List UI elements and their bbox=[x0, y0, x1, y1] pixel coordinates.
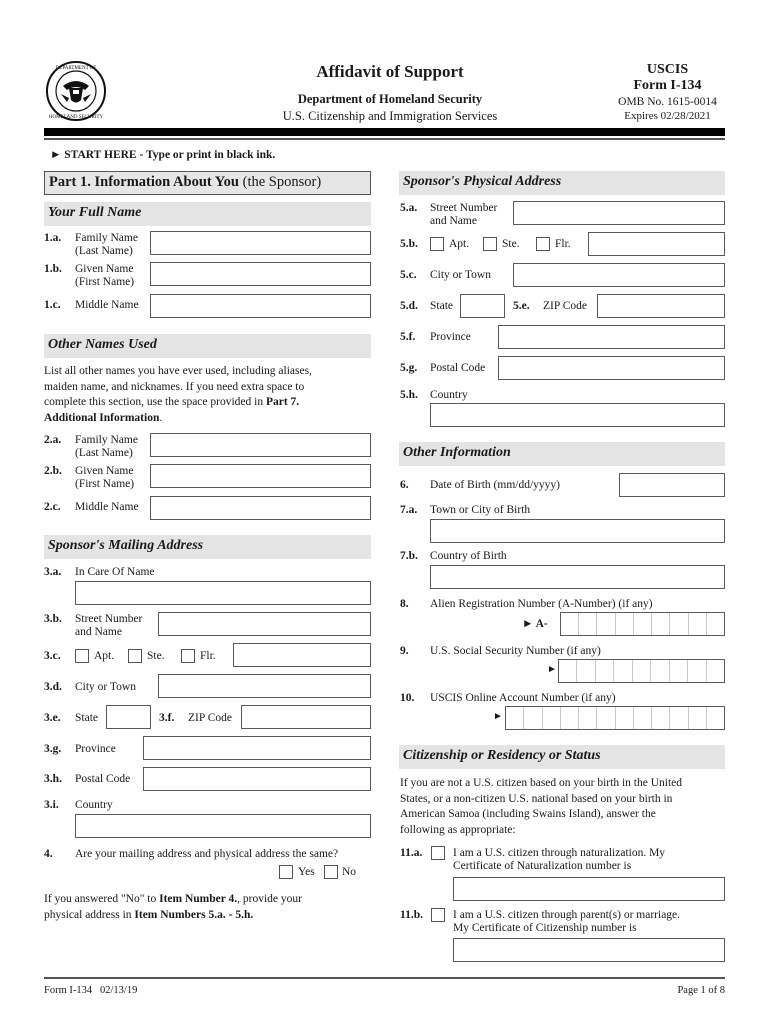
item-number: 9. bbox=[400, 645, 409, 657]
mailing-country-input[interactable] bbox=[75, 814, 371, 838]
mailing-unit-number-input[interactable] bbox=[233, 643, 371, 667]
no-label: No bbox=[342, 866, 357, 878]
ssn-input[interactable] bbox=[558, 659, 725, 683]
dob-input[interactable] bbox=[619, 473, 725, 497]
online-account-label: USCIS Online Account Number (if any) bbox=[430, 692, 616, 704]
item-number: 3.h. bbox=[44, 773, 62, 785]
physical-country-label: Country bbox=[430, 389, 468, 401]
item-number: 7.b. bbox=[400, 550, 418, 562]
item-number: 4. bbox=[44, 848, 53, 860]
mailing-postal-label: Postal Code bbox=[75, 773, 131, 785]
form-number: Form I-134 bbox=[633, 78, 702, 93]
footer-form-id: Form I-134 02/13/19 bbox=[44, 985, 138, 996]
header-divider-thick bbox=[44, 128, 725, 136]
item-number: 11.b. bbox=[400, 909, 424, 921]
item-number: 5.c. bbox=[400, 269, 417, 281]
other-names-instructions: List all other names you have ever used, including aliases, maiden name, and nicknames. If you need extra space to complete this section, use the space provided in Part 7. Additional Information. bbox=[44, 365, 312, 424]
other-family-name-input[interactable] bbox=[150, 433, 371, 457]
physical-province-label: Province bbox=[430, 331, 471, 343]
section-your-full-name: Your Full Name bbox=[44, 202, 371, 226]
naturalization-number-input[interactable] bbox=[453, 877, 725, 901]
care-of-input[interactable] bbox=[75, 581, 371, 605]
department-name: Department of Homeland Security bbox=[297, 92, 483, 106]
other-family-name-label: Family Name (Last Name) bbox=[75, 434, 138, 459]
other-middle-name-input[interactable] bbox=[150, 496, 371, 520]
physical-postal-label: Postal Code bbox=[430, 362, 486, 374]
yes-label: Yes bbox=[298, 866, 315, 878]
ste-label: Ste. bbox=[147, 650, 165, 662]
item-number: 6. bbox=[400, 479, 409, 491]
mailing-country-label: Country bbox=[75, 799, 113, 811]
a-number-prefix: ► A- bbox=[522, 618, 548, 630]
ssn-label: U.S. Social Security Number (if any) bbox=[430, 645, 601, 657]
physical-city-label: City or Town bbox=[430, 269, 491, 281]
same-address-no-checkbox[interactable] bbox=[324, 865, 338, 879]
item-number: 3.f. bbox=[159, 712, 175, 724]
town-of-birth-label: Town or City of Birth bbox=[430, 504, 531, 516]
physical-state-input[interactable] bbox=[460, 294, 505, 318]
care-of-label: In Care Of Name bbox=[75, 566, 155, 578]
physical-city-input[interactable] bbox=[513, 263, 725, 287]
item-number: 5.g. bbox=[400, 362, 418, 374]
dob-label: Date of Birth (mm/dd/yyyy) bbox=[430, 479, 560, 491]
citizenship-certificate-checkbox[interactable] bbox=[431, 908, 445, 922]
family-name-input[interactable] bbox=[150, 231, 371, 255]
mailing-zip-label: ZIP Code bbox=[188, 712, 232, 724]
physical-apt-checkbox[interactable] bbox=[430, 237, 444, 251]
mailing-city-label: City or Town bbox=[75, 681, 136, 693]
mailing-state-label: State bbox=[75, 712, 98, 724]
footer-page-number: Page 1 of 8 bbox=[677, 985, 725, 996]
omb-number: OMB No. 1615-0014 bbox=[618, 96, 717, 108]
flr-label: Flr. bbox=[200, 650, 216, 662]
a-number-input[interactable] bbox=[560, 612, 725, 636]
family-name-label: Family Name (Last Name) bbox=[75, 232, 138, 257]
same-address-note: If you answered "No" to Item Number 4., provide your physical address in Item Numbers 5.a. - 5.h. bbox=[44, 893, 302, 921]
item-number: 5.b. bbox=[400, 238, 418, 250]
physical-flr-checkbox[interactable] bbox=[536, 237, 550, 251]
item-number: 3.c. bbox=[44, 650, 61, 662]
item-number: 3.d. bbox=[44, 681, 62, 693]
citizenship-instructions: If you are not a U.S. citizen based on your birth in the United States, or a non-citizen U.S. national based on your birth in American Samoa (including Swains Island), answer the following as appropriate: bbox=[400, 777, 682, 836]
same-address-question: Are your mailing address and physical address the same? bbox=[75, 848, 339, 860]
citizenship-certificate-label: I am a U.S. citizen through parent(s) or marriage. My Certificate of Citizenship number is bbox=[453, 909, 681, 934]
dhs-seal-icon bbox=[45, 60, 107, 122]
middle-name-input[interactable] bbox=[150, 294, 371, 318]
other-given-name-label: Given Name (First Name) bbox=[75, 465, 135, 490]
mailing-flr-checkbox[interactable] bbox=[181, 649, 195, 663]
item-number: 5.h. bbox=[400, 389, 418, 401]
uscis-label: USCIS bbox=[646, 62, 689, 77]
physical-street-input[interactable] bbox=[513, 201, 725, 225]
item-number: 1.a. bbox=[44, 232, 62, 244]
section-physical-address: Sponsor's Physical Address bbox=[399, 171, 725, 195]
flr-label: Flr. bbox=[555, 238, 571, 250]
part1-heading bbox=[44, 171, 371, 195]
item-number: 3.g. bbox=[44, 743, 62, 755]
item-number: 2.a. bbox=[44, 434, 62, 446]
item-number: 3.i. bbox=[44, 799, 59, 811]
part1-title: Part 1. Information About You bbox=[49, 174, 239, 190]
agency-name: U.S. Citizenship and Immigration Services bbox=[282, 109, 498, 123]
item-number: 5.d. bbox=[400, 300, 418, 312]
town-of-birth-input[interactable] bbox=[430, 519, 725, 543]
mailing-province-label: Province bbox=[75, 743, 116, 755]
section-citizenship-status: Citizenship or Residency or Status bbox=[399, 745, 725, 769]
item-number: 1.b. bbox=[44, 263, 62, 275]
other-given-name-input[interactable] bbox=[150, 464, 371, 488]
item-number: 5.e. bbox=[513, 300, 530, 312]
item-number: 3.a. bbox=[44, 566, 62, 578]
country-of-birth-input[interactable] bbox=[430, 565, 725, 589]
footer-divider bbox=[44, 977, 725, 979]
item-number: 3.b. bbox=[44, 613, 62, 625]
part1-subtitle: (the Sponsor) bbox=[239, 174, 322, 190]
section-other-information: Other Information bbox=[399, 442, 725, 466]
apt-label: Apt. bbox=[94, 650, 115, 662]
item-number: 8. bbox=[400, 598, 409, 610]
svg-text:HOMELAND SECURITY: HOMELAND SECURITY bbox=[48, 115, 104, 120]
svg-text:DEPARTMENT OF: DEPARTMENT OF bbox=[55, 66, 97, 71]
item-number: 3.e. bbox=[44, 712, 61, 724]
physical-zip-label: ZIP Code bbox=[543, 300, 587, 312]
physical-state-label: State bbox=[430, 300, 453, 312]
naturalization-checkbox[interactable] bbox=[431, 846, 445, 860]
a-number-label: Alien Registration Number (A-Number) (if any) bbox=[430, 598, 653, 610]
physical-street-label: Street Number and Name bbox=[430, 202, 498, 227]
country-of-birth-label: Country of Birth bbox=[430, 550, 507, 562]
same-address-yes-checkbox[interactable] bbox=[279, 865, 293, 879]
mailing-province-input[interactable] bbox=[143, 736, 371, 760]
mailing-city-input[interactable] bbox=[158, 674, 371, 698]
physical-zip-input[interactable] bbox=[597, 294, 725, 318]
mailing-street-input[interactable] bbox=[158, 612, 371, 636]
physical-unit-number-input[interactable] bbox=[588, 232, 725, 256]
form-title: Affidavit of Support bbox=[316, 62, 464, 81]
mailing-zip-input[interactable] bbox=[241, 705, 371, 729]
physical-province-input[interactable] bbox=[498, 325, 725, 349]
mailing-street-label: Street Number and Name bbox=[75, 613, 143, 638]
item-number: 10. bbox=[400, 692, 415, 704]
item-number: 1.c. bbox=[44, 299, 61, 311]
item-number: 11.a. bbox=[400, 847, 423, 859]
given-name-input[interactable] bbox=[150, 262, 371, 286]
mailing-state-input[interactable] bbox=[106, 705, 151, 729]
item-number: 5.a. bbox=[400, 202, 418, 214]
citizenship-certificate-number-input[interactable] bbox=[453, 938, 725, 962]
expiration-date: Expires 02/28/2021 bbox=[624, 110, 711, 122]
mailing-apt-checkbox[interactable] bbox=[75, 649, 89, 663]
start-here-instruction: ► START HERE - Type or print in black ink. bbox=[50, 149, 276, 161]
physical-country-input[interactable] bbox=[430, 403, 725, 427]
mailing-ste-checkbox[interactable] bbox=[128, 649, 142, 663]
physical-ste-checkbox[interactable] bbox=[483, 237, 497, 251]
item-number: 7.a. bbox=[400, 504, 418, 516]
other-middle-name-label: Middle Name bbox=[75, 501, 139, 513]
section-mailing-address: Sponsor's Mailing Address bbox=[44, 535, 371, 559]
item-number: 5.f. bbox=[400, 331, 416, 343]
online-account-arrow-icon: ► bbox=[493, 711, 503, 722]
ssn-arrow-icon: ► bbox=[547, 664, 557, 675]
ste-label: Ste. bbox=[502, 238, 520, 250]
section-other-names-used: Other Names Used bbox=[44, 334, 371, 358]
middle-name-label: Middle Name bbox=[75, 299, 139, 311]
naturalization-label: I am a U.S. citizen through naturalization. My Certificate of Naturalization number is bbox=[453, 847, 666, 872]
mailing-postal-input[interactable] bbox=[143, 767, 371, 791]
item-number: 2.b. bbox=[44, 465, 62, 477]
online-account-input[interactable] bbox=[505, 706, 725, 730]
given-name-label: Given Name (First Name) bbox=[75, 263, 135, 288]
header-divider-thin bbox=[44, 138, 725, 140]
apt-label: Apt. bbox=[449, 238, 470, 250]
item-number: 2.c. bbox=[44, 501, 61, 513]
physical-postal-input[interactable] bbox=[498, 356, 725, 380]
